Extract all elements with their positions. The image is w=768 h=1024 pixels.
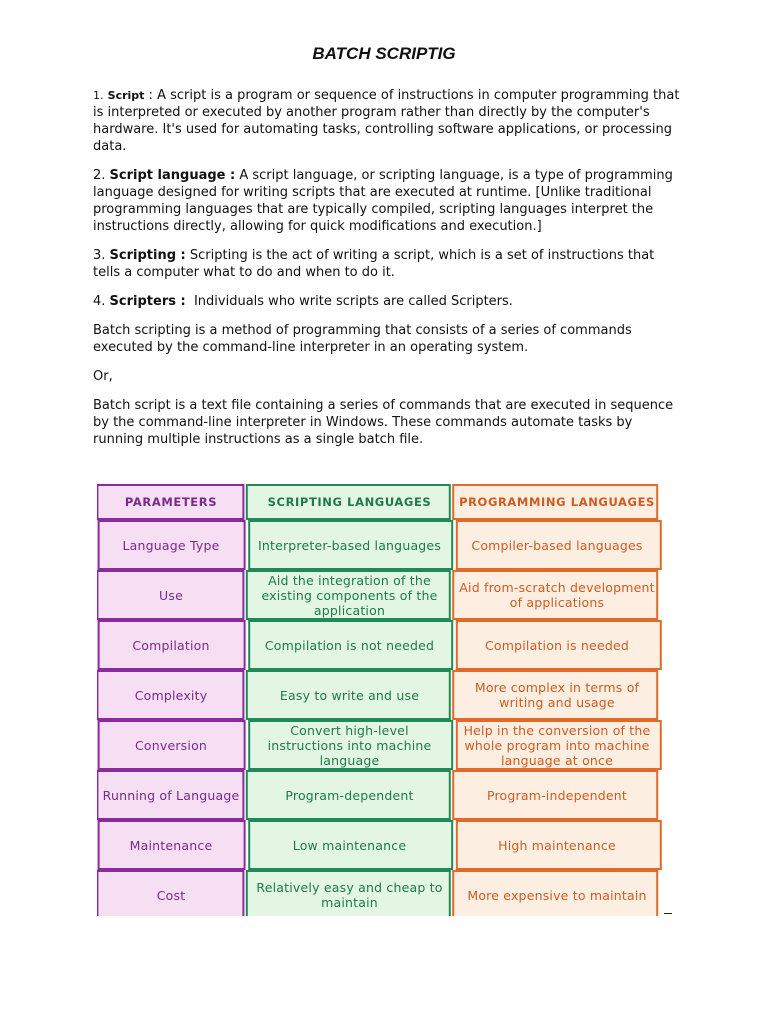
- table-cell-text: Cost: [156, 887, 186, 903]
- table-cell-text: Convert high-level instructions into machine language: [267, 722, 432, 768]
- table-cell-text: Complexity: [134, 687, 208, 703]
- table-cell-text: Compiler-based languages: [471, 537, 643, 553]
- table-cell-text: More complex in terms of writing and usage: [474, 680, 640, 710]
- term: Script language :: [109, 168, 236, 183]
- table-header: PROGRAMMING LANGUAGES: [459, 494, 655, 509]
- table-cell-text: Compilation is not needed: [264, 637, 435, 653]
- paragraph: Or,: [93, 369, 113, 384]
- table-cell-text: Compilation is needed: [484, 637, 630, 653]
- paragraph: Batch script is a text file containing a series of commands that are executed in sequence by the command-line interpreter in Windows. These commands automate tasks by running multiple instructions as a single batch file.: [93, 398, 674, 447]
- term: Scripters :: [109, 294, 186, 309]
- table-cell-text: Language Type: [122, 537, 220, 553]
- definition-script: 1. Script : A script is a program or sequence of instructions in computer programming that is interpreted or executed by another program rather than directly by the computer's hardware. It's used for automating tasks, controlling software applications, or processing data.: [93, 88, 680, 154]
- paragraph: Batch scripting is a method of programming that consists of a series of commands executed by the command-line interpreter in an operating system.: [93, 323, 632, 355]
- table-cell-text: Interpreter-based languages: [257, 537, 442, 553]
- term: Scripting :: [109, 248, 186, 263]
- table-cell-text: Help in the conversion of the whole program into machine language at once: [463, 722, 651, 768]
- page-mark: [664, 913, 672, 914]
- definition-scripters: 4. Scripters : Individuals who write scripts are called Scripters.: [93, 294, 513, 309]
- comparison-table: [97, 484, 663, 916]
- table-cell-text: Program-dependent: [285, 787, 414, 803]
- table-cell-text: Use: [159, 587, 183, 603]
- table-cell-text: Aid the integration of the existing components of the application: [261, 572, 438, 618]
- table-cell-text: Maintenance: [129, 837, 213, 853]
- page-title: BATCH SCRIPTIG: [312, 44, 456, 63]
- table-cell-text: Running of Language: [102, 787, 240, 803]
- table-cell-text: Conversion: [134, 737, 208, 753]
- table-cell-text: More expensive to maintain: [467, 887, 647, 903]
- definition-scripting: 3. Scripting : Scripting is the act of writing a script, which is a set of instructions that tells a computer what to do and when to do it.: [93, 248, 655, 280]
- table-cell-text: Aid from-scratch development of applications: [459, 580, 655, 610]
- table-cell-text: High maintenance: [498, 837, 616, 853]
- table-cell-text: Program-independent: [486, 787, 628, 803]
- table-header: PARAMETERS: [124, 494, 218, 509]
- table-cell-text: Easy to write and use: [279, 687, 420, 703]
- table-cell-text: Low maintenance: [292, 837, 407, 853]
- table-cell-text: Relatively easy and cheap to maintain: [256, 880, 443, 910]
- table-cell-text: Compilation: [132, 637, 210, 653]
- term: Script: [107, 89, 145, 102]
- table-header: SCRIPTING LANGUAGES: [267, 494, 432, 509]
- document-body: [93, 87, 683, 460]
- definition-script-language: 2. Script language : A script language, or scripting language, is a type of programming language designed for writing scripts that are executed at runtime. [Unlike traditional programming languages that are typically compiled, scripting languages interpret the instructions directly, allowing for quick modifications and execution.]: [93, 168, 673, 234]
